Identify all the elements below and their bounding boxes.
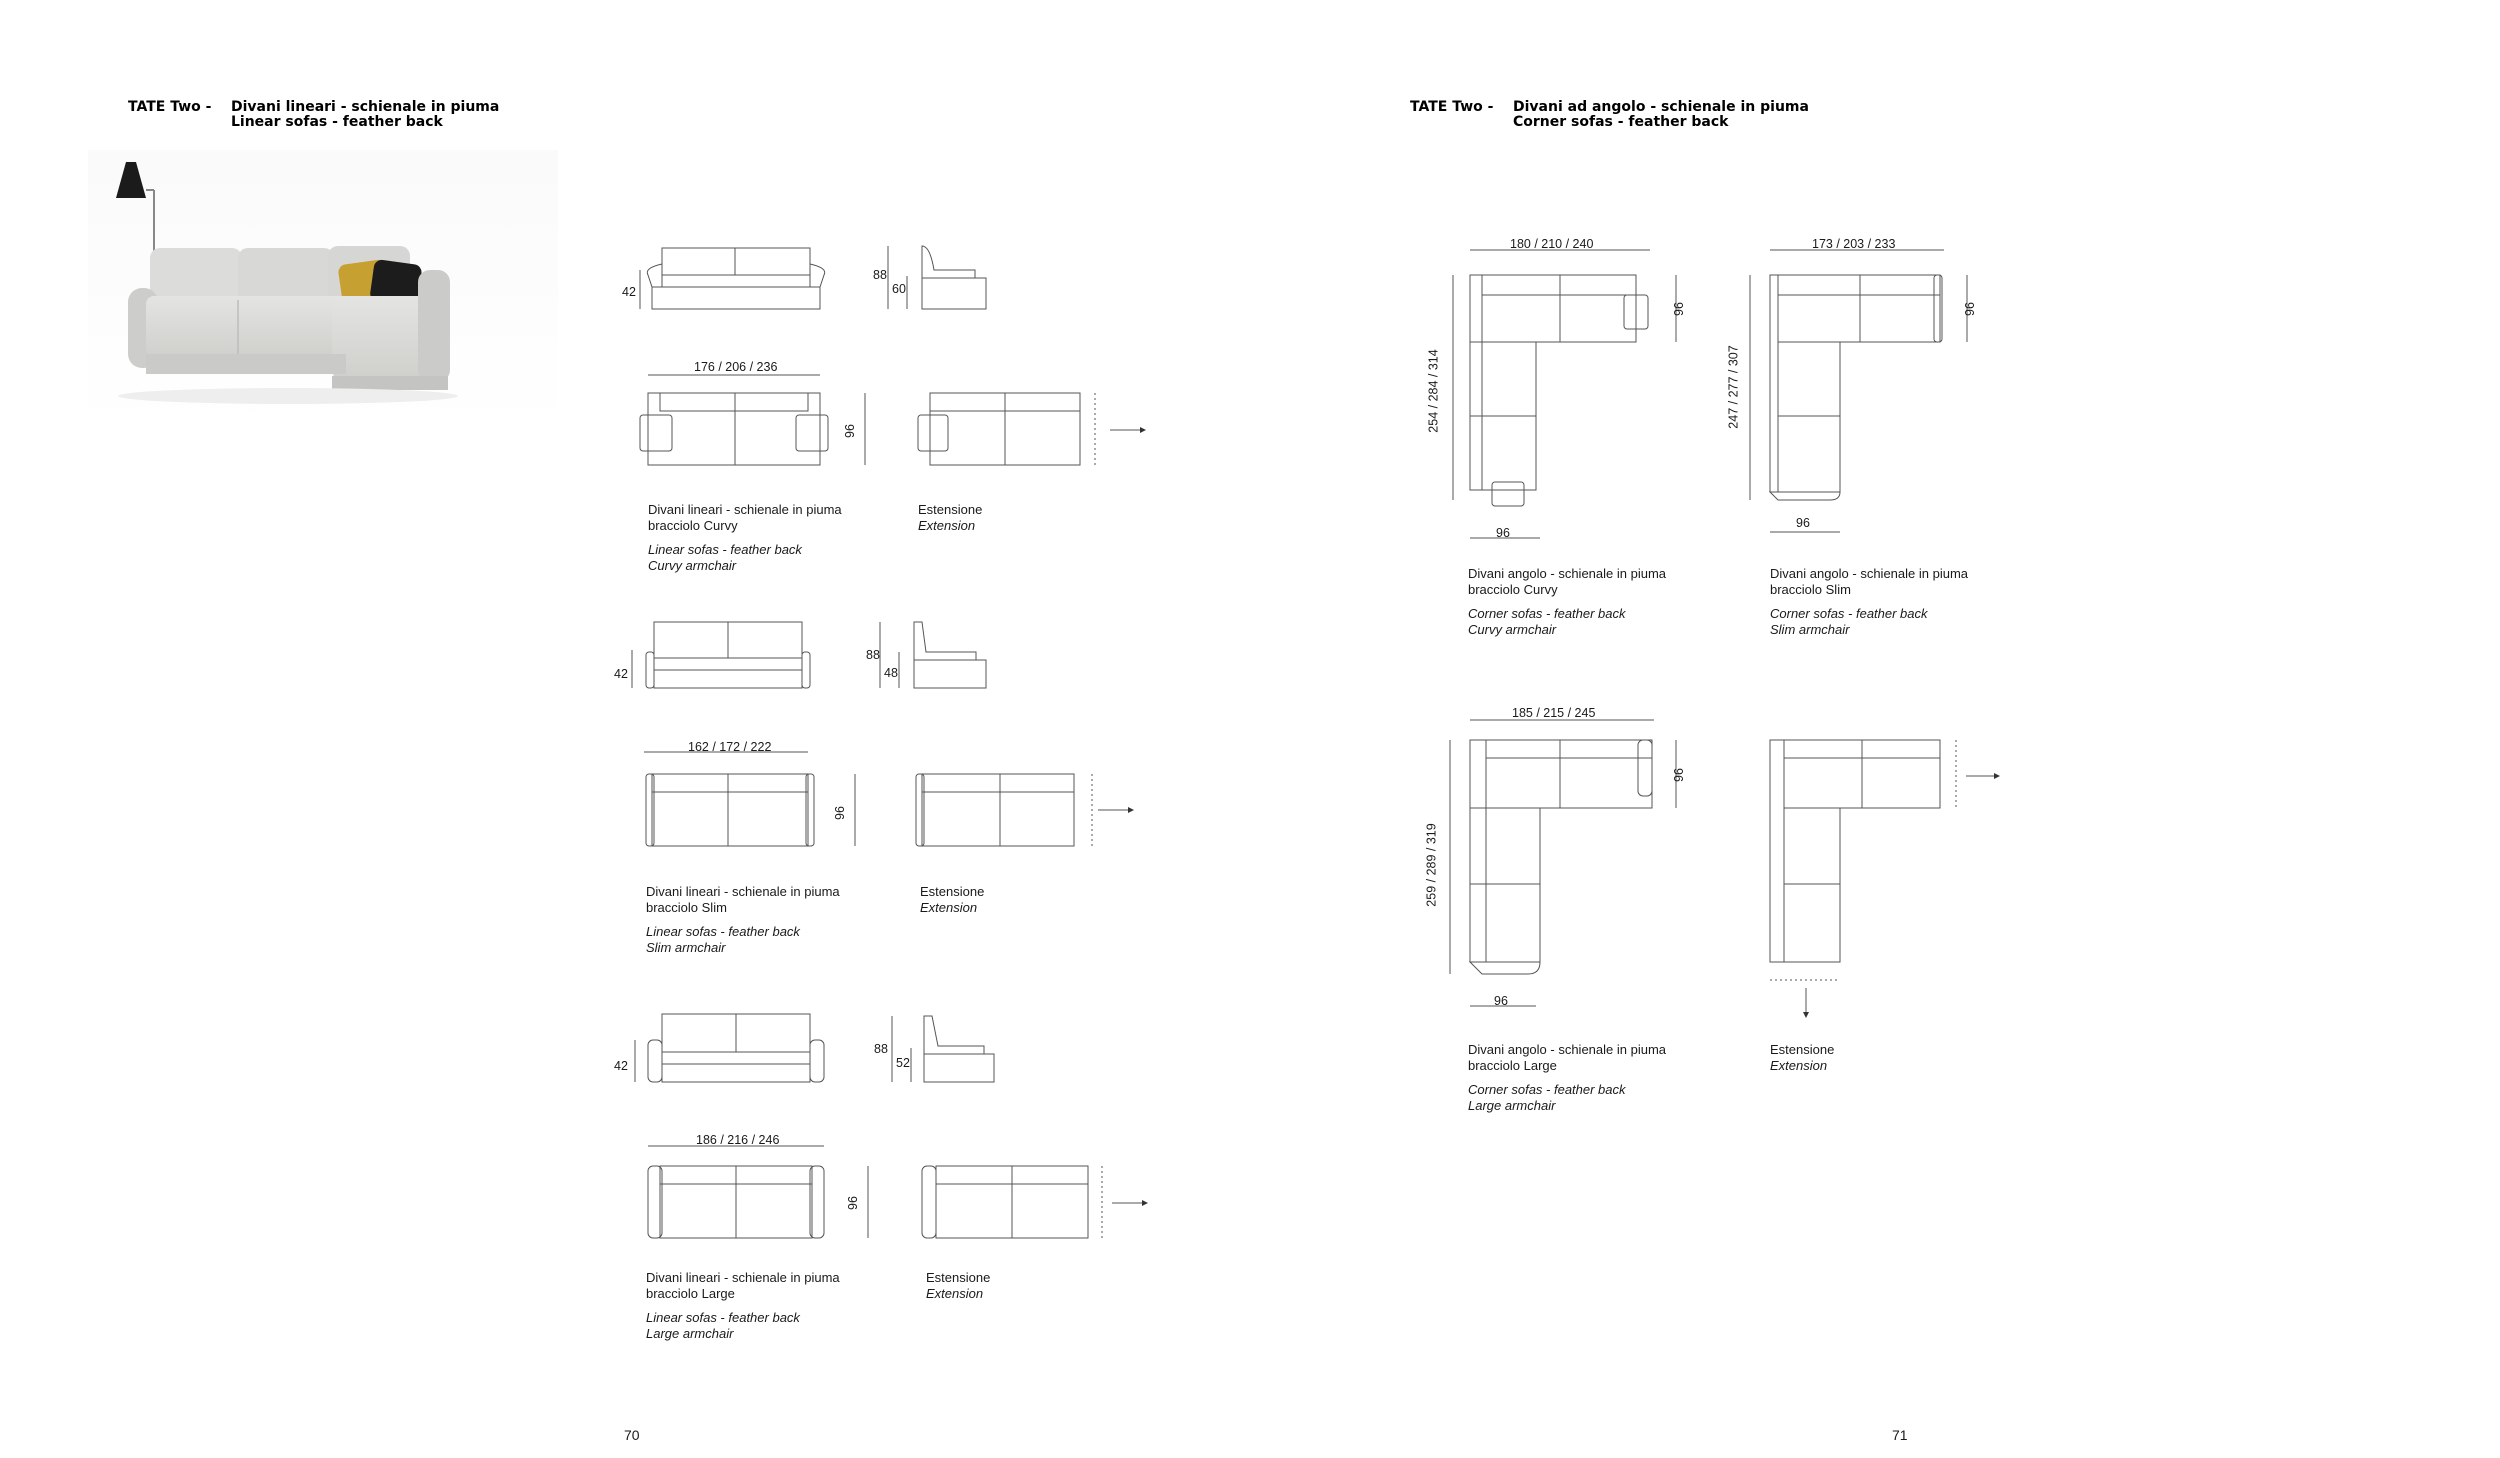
large-front-view — [635, 1014, 824, 1082]
corner-large-caption-en-1: Corner sofas - feather back — [1468, 1082, 1626, 1097]
slim-depth: 96 — [831, 806, 846, 820]
arrow-right-icon — [1110, 427, 1146, 433]
curvy-plan-view — [640, 375, 865, 465]
curvy-front-view — [640, 248, 825, 309]
corner-large-caption-it-1: Divani angolo - schienale in piuma — [1468, 1042, 1667, 1057]
corner-curvy-caption-en-2: Curvy armchair — [1468, 622, 1557, 637]
left-brand: TATE Two - — [128, 99, 212, 115]
corner-curvy-chaise-width: 96 — [1496, 526, 1510, 540]
corner-large-length: 259 / 289 / 319 — [1424, 823, 1439, 907]
corner-slim-caption-it-1: Divani angolo - schienale in piuma — [1770, 566, 1969, 581]
slim-caption-it-1: Divani lineari - schienale in piuma — [646, 884, 840, 899]
arrow-right-icon — [1966, 773, 2000, 779]
curvy-caption-en-1: Linear sofas - feather back — [648, 542, 802, 557]
right-brand: TATE Two - — [1410, 99, 1494, 115]
large-side-total: 88 — [874, 1042, 888, 1056]
slim-ext-it: Estensione — [920, 884, 985, 899]
corner-curvy-caption — [1468, 566, 1666, 638]
slim-width: 162 / 172 / 222 — [688, 740, 772, 754]
curvy-side-view — [888, 246, 986, 309]
left-page-number: 70 — [624, 1427, 640, 1443]
corner-slim-caption-en-1: Corner sofas - feather back — [1770, 606, 1928, 621]
large-width: 186 / 216 / 246 — [696, 1133, 780, 1147]
curvy-width: 176 / 206 / 236 — [694, 360, 778, 374]
curvy-side-total: 88 — [873, 268, 887, 282]
slim-front-view — [632, 622, 810, 688]
curvy-caption-it-1: Divani lineari - schienale in piuma — [648, 502, 842, 517]
large-caption-en-1: Linear sofas - feather back — [646, 1310, 800, 1325]
corner-extension-caption — [1770, 1042, 1834, 1074]
curvy-caption — [648, 502, 842, 574]
corner-slim-caption-en-2: Slim armchair — [1770, 622, 1850, 637]
corner-slim-width: 173 / 203 / 233 — [1812, 237, 1896, 251]
left-title-it: Divani lineari - schienale in piuma — [231, 99, 500, 115]
corner-ext-en: Extension — [1770, 1058, 1828, 1073]
corner-curvy-caption-it-1: Divani angolo - schienale in piuma — [1468, 566, 1667, 581]
corner-large-caption — [1468, 1042, 1666, 1114]
curvy-extension-caption — [918, 502, 982, 534]
corner-ext-it: Estensione — [1770, 1042, 1835, 1057]
right-title-en: Corner sofas - feather back — [1513, 114, 1729, 130]
corner-extension-plan — [1770, 740, 2000, 1018]
curvy-ext-en: Extension — [918, 518, 976, 533]
corner-large-width: 185 / 215 / 245 — [1512, 706, 1596, 720]
slim-ext-en: Extension — [920, 900, 978, 915]
curvy-caption-en-2: Curvy armchair — [648, 558, 737, 573]
large-ext-en: Extension — [926, 1286, 984, 1301]
curvy-side-seat: 60 — [892, 282, 906, 296]
slim-height-front: 42 — [614, 667, 628, 681]
curvy-ext-it: Estensione — [918, 502, 983, 517]
corner-curvy-width: 180 / 210 / 240 — [1510, 237, 1594, 251]
left-title-en: Linear sofas - feather back — [231, 114, 443, 130]
large-ext-it: Estensione — [926, 1270, 991, 1285]
corner-curvy-caption-en-1: Corner sofas - feather back — [1468, 606, 1626, 621]
slim-side-total: 88 — [866, 648, 880, 662]
large-depth: 96 — [844, 1196, 859, 1210]
corner-slim-caption — [1770, 566, 1968, 638]
large-height-front: 42 — [614, 1059, 628, 1073]
corner-large-chaise-width: 96 — [1494, 994, 1508, 1008]
arrow-down-icon — [1803, 988, 1809, 1018]
right-title-it: Divani ad angolo - schienale in piuma — [1513, 99, 1809, 115]
arrow-right-icon — [1112, 1200, 1148, 1206]
large-extension-caption — [926, 1270, 990, 1302]
corner-curvy-caption-it-2: bracciolo Curvy — [1468, 582, 1558, 597]
corner-slim-depth: 96 — [1962, 302, 1977, 316]
large-plan-view — [648, 1146, 868, 1238]
large-extension-plan — [922, 1166, 1148, 1238]
slim-caption-en-2: Slim armchair — [646, 940, 726, 955]
slim-caption-en-1: Linear sofas - feather back — [646, 924, 800, 939]
corner-curvy-depth: 96 — [1671, 302, 1686, 316]
slim-plan-view — [644, 752, 855, 846]
large-caption-it-1: Divani lineari - schienale in piuma — [646, 1270, 840, 1285]
large-caption-en-2: Large armchair — [646, 1326, 734, 1341]
curvy-extension-plan — [918, 393, 1146, 465]
large-side-seat: 52 — [896, 1056, 910, 1070]
right-page-number: 71 — [1892, 1427, 1908, 1443]
curvy-depth: 96 — [841, 424, 856, 438]
curvy-height-front: 42 — [622, 285, 636, 299]
large-caption — [646, 1270, 840, 1342]
large-caption-it-2: bracciolo Large — [646, 1286, 735, 1301]
corner-slim-caption-it-2: bracciolo Slim — [1770, 582, 1851, 597]
slim-extension-plan — [916, 774, 1134, 846]
corner-curvy-length: 254 / 284 / 314 — [1426, 349, 1441, 433]
curvy-caption-it-2: bracciolo Curvy — [648, 518, 738, 533]
corner-large-caption-en-2: Large armchair — [1468, 1098, 1556, 1113]
corner-large-plan — [1450, 720, 1676, 1006]
slim-extension-caption — [920, 884, 984, 916]
corner-slim-plan — [1750, 250, 1967, 532]
slim-caption — [646, 884, 840, 956]
slim-caption-it-2: bracciolo Slim — [646, 900, 727, 915]
large-side-view — [892, 1016, 994, 1082]
slim-side-seat: 48 — [884, 666, 898, 680]
arrow-right-icon — [1098, 807, 1134, 813]
corner-slim-length: 247 / 277 / 307 — [1726, 345, 1741, 429]
corner-curvy-plan — [1453, 250, 1676, 538]
corner-large-depth: 96 — [1671, 768, 1686, 782]
corner-large-caption-it-2: bracciolo Large — [1468, 1058, 1557, 1073]
corner-slim-chaise-width: 96 — [1796, 516, 1810, 530]
